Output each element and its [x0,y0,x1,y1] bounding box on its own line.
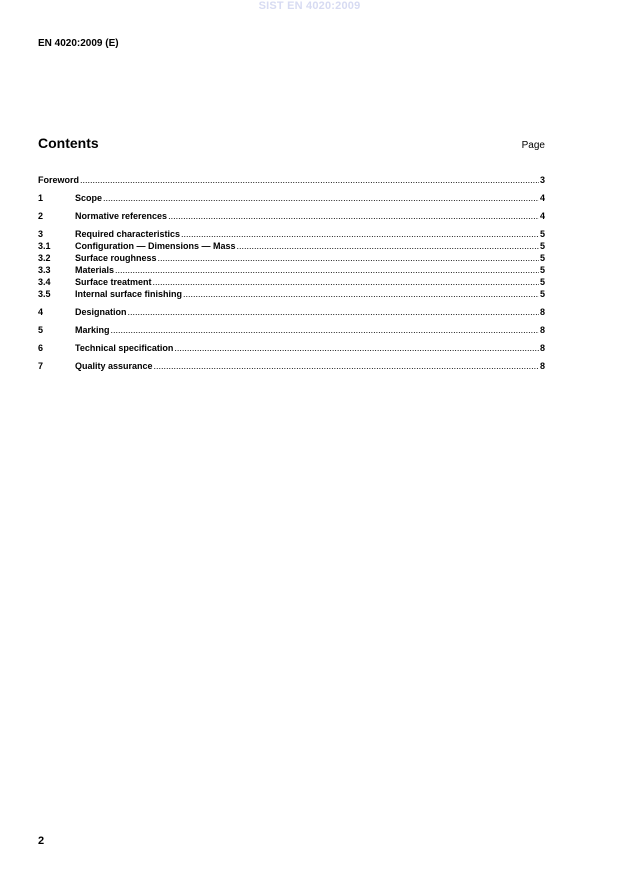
table-of-contents [38,174,545,372]
toc-entry-page: 5 [539,277,545,287]
toc-leader-dots [128,306,539,318]
toc-entry-title: Designation [75,307,127,317]
toc-entry-internal-surface-finishing[interactable] [38,288,545,300]
toc-entry-page: 3 [539,175,545,185]
toc-entry-page: 5 [539,229,545,239]
toc-entry-page: 5 [539,253,545,263]
toc-entry-title: Required characteristics [75,229,181,239]
toc-entry-title: Normative references [75,211,168,221]
watermark: SIST EN 4020:2009 [258,0,361,12]
toc-entry-number: 7 [38,361,44,371]
toc-leader-dots [80,174,539,186]
toc-entry-scope[interactable] [38,192,545,204]
toc-leader-dots [183,288,539,300]
toc-entry-page: 8 [539,343,545,353]
toc-entry-page: 8 [539,361,545,371]
toc-entry-number: 2 [38,211,44,221]
toc-leader-dots [174,342,539,354]
toc-entry-quality-assurance[interactable] [38,360,545,372]
toc-entry-title: Scope [75,193,103,203]
toc-entry-number: 3.2 [38,253,51,263]
toc-entry-page: 8 [539,307,545,317]
toc-entry-number: 6 [38,343,44,353]
toc-leader-dots [237,240,539,252]
toc-leader-dots [154,360,539,372]
contents-title: Contents [38,135,99,151]
toc-entry-title: Configuration — Dimensions — Mass [75,241,236,251]
toc-entry-title: Surface treatment [75,277,152,287]
toc-leader-dots [115,264,539,276]
toc-entry-marking[interactable] [38,324,545,336]
document-id: EN 4020:2009 (E) [38,38,119,49]
toc-entry-number: 3.3 [38,265,51,275]
toc-leader-dots [158,252,539,264]
toc-entry-page: 8 [539,325,545,335]
toc-leader-dots [111,324,539,336]
toc-entry-page: 5 [539,241,545,251]
toc-entry-title: Internal surface finishing [75,289,183,299]
toc-leader-dots [153,276,539,288]
toc-entry-surface-roughness[interactable] [38,252,545,264]
toc-entry-materials[interactable] [38,264,545,276]
toc-entry-surface-treatment[interactable] [38,276,545,288]
toc-entry-title: Surface roughness [75,253,157,263]
toc-entry-number: 3.5 [38,289,51,299]
toc-entry-title: Materials [75,265,115,275]
toc-entry-number: 3 [38,229,44,239]
toc-entry-normative-references[interactable] [38,210,545,222]
toc-entry-number: 3.4 [38,277,51,287]
toc-entry-title: Quality assurance [75,361,153,371]
toc-entry-page: 5 [539,265,545,275]
toc-entry-number: 5 [38,325,44,335]
toc-entry-required-characteristics[interactable] [38,228,545,240]
toc-entry-page: 4 [539,193,545,203]
toc-entry-number: 4 [38,307,44,317]
toc-entry-page: 4 [539,211,545,221]
toc-entry-title: Technical specification [75,343,174,353]
toc-entry-configuration[interactable] [38,240,545,252]
toc-entry-page: 5 [539,289,545,299]
page-column-label: Page [521,140,545,151]
toc-entry-designation[interactable] [38,306,545,318]
toc-entry-technical-specification[interactable] [38,342,545,354]
toc-entry-number: 1 [38,193,44,203]
page-number: 2 [38,835,45,847]
toc-leader-dots [168,210,539,222]
toc-entry-title: Marking [75,325,110,335]
toc-leader-dots [181,228,539,240]
toc-entry-number: 3.1 [38,241,51,251]
toc-entry-title: Foreword [38,175,80,185]
toc-leader-dots [103,192,539,204]
toc-entry-foreword[interactable] [38,174,545,186]
